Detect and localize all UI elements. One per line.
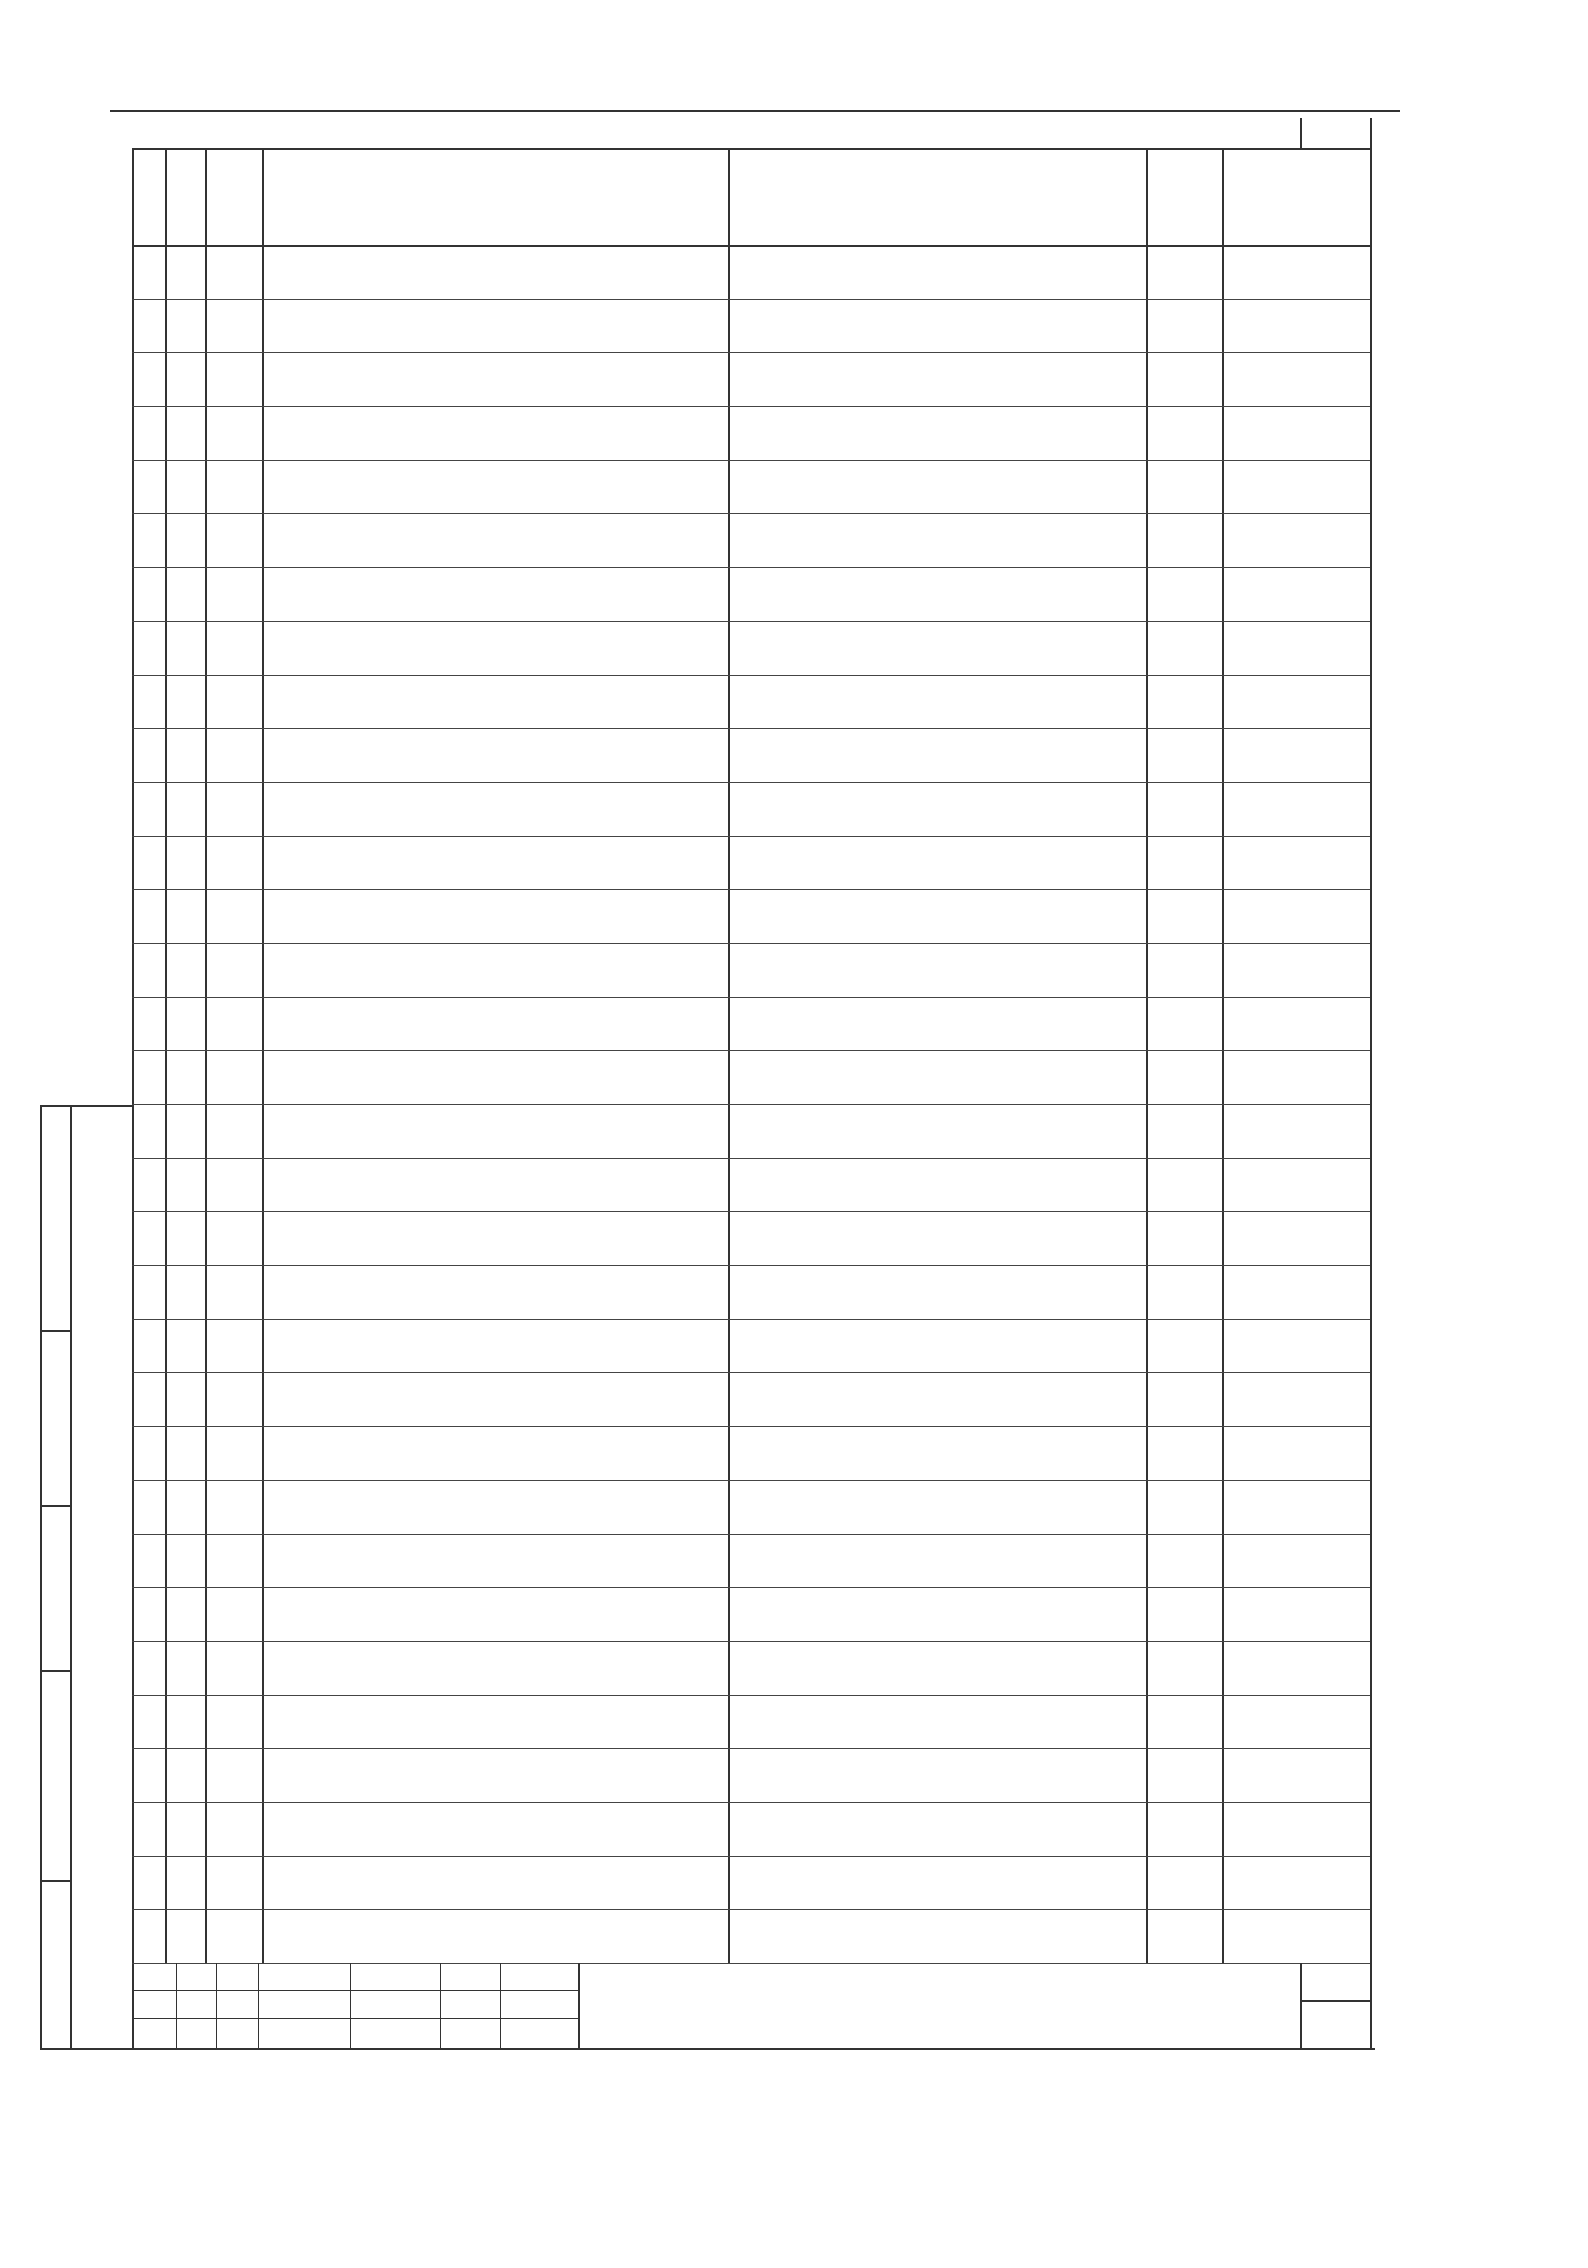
row-line [132,836,1370,837]
row-line [132,460,1370,461]
row-line [132,1211,1370,1212]
row-line [132,1265,1370,1266]
row-line [132,675,1370,676]
col-divider-des [262,148,264,1963]
row-line [132,1480,1370,1481]
row-line [132,1104,1370,1105]
side-strip-left [40,1105,42,2048]
stamp-small-col [440,1963,441,2048]
row-line [132,1158,1370,1159]
row-line [132,1856,1370,1857]
row-line [132,299,1370,300]
row-line [132,1641,1370,1642]
header-bottom [132,245,1370,247]
row-line [132,567,1370,568]
top-rule [110,110,1400,112]
frame-top [132,148,1370,150]
side-strip-divider [40,1880,70,1882]
row-line [132,513,1370,514]
stamp-sheet-rule [1300,2000,1370,2002]
sheetno-left [1300,118,1302,148]
row-line [132,406,1370,407]
row-line [132,1909,1370,1910]
row-line [132,352,1370,353]
stamp-small-col [500,1963,501,2048]
row-line [132,1319,1370,1320]
row-line [132,1802,1370,1803]
col-divider-qty [1146,148,1148,1963]
row-line [132,1587,1370,1588]
stamp-small-col [216,1963,217,2048]
col-divider-pos [205,148,207,1963]
row-line [132,1748,1370,1749]
row-line [132,728,1370,729]
row-line [132,1534,1370,1535]
stamp-small-col [258,1963,259,2048]
col-divider-zone [165,148,167,1963]
side-strip-divider [40,1505,70,1507]
stamp-small-col [176,1963,177,2048]
row-line [132,621,1370,622]
row-line [132,1426,1370,1427]
row-line [132,1372,1370,1373]
frame-right [1370,118,1372,2048]
stamp-divider-b [1300,1963,1302,2048]
frame-left [132,148,134,2048]
side-strip-mid [70,1105,72,2048]
row-line [132,997,1370,998]
row-line [132,1695,1370,1696]
stamp-divider-a [578,1963,580,2048]
side-strip-divider [40,1330,70,1332]
stamp-small-row [132,2018,578,2019]
side-strip-divider [40,1670,70,1672]
side-strip-divider [40,1105,70,1107]
stamp-small-col [350,1963,351,2048]
row-line [132,943,1370,944]
stamp-small-row [132,1990,578,1991]
row-line [132,1050,1370,1051]
row-line [132,889,1370,890]
col-divider-note [1222,148,1224,1963]
row-line [132,1963,1370,1964]
col-divider-name [728,148,730,1963]
row-line [132,782,1370,783]
frame-bottom [40,2048,1375,2050]
